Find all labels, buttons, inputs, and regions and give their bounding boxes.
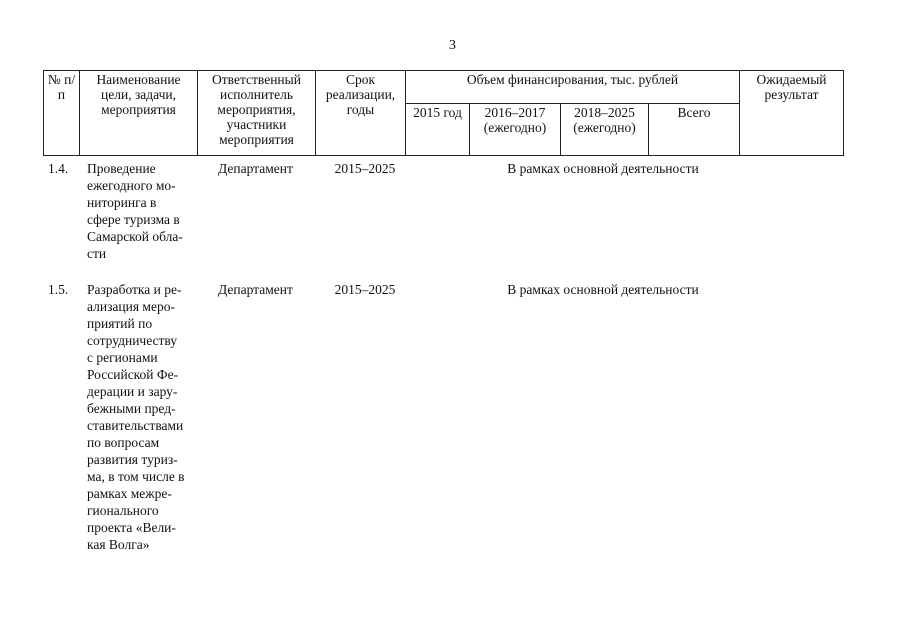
row-name-line: развития туриз- (87, 452, 178, 467)
row-term: 2015–2025 (334, 161, 396, 176)
row-name-line: ставительствами (87, 418, 184, 433)
header-financing: Объем финансирования, тыс. рублей (406, 71, 740, 104)
row-name-line: гионального (87, 503, 159, 518)
program-table-header (43, 70, 844, 156)
row-number: 1.4. (48, 161, 69, 176)
header-2015: 2015 год (406, 104, 470, 156)
row-name-line: с регионами (87, 350, 158, 365)
row-name (87, 281, 201, 553)
header-term: Срок реализации, годы (316, 71, 406, 156)
row-responsible: Департамент (218, 282, 293, 297)
row-name-line: по вопросам (87, 435, 160, 450)
row-name-line: дерации и зару- (87, 384, 178, 399)
row-name-line: ализация меро- (87, 299, 175, 314)
header-responsible: Ответственный исполнитель мероприятия, участники мероприятия (198, 71, 316, 156)
row-name-line: сотрудничеству (87, 333, 178, 348)
page-number: 3 (449, 38, 456, 53)
row-name-line: ежегодного мо- (87, 178, 176, 193)
row-name-line: рамках межре- (87, 486, 172, 501)
row-number: 1.5. (48, 282, 69, 297)
header-total: Всего (649, 104, 740, 156)
row-name-line: Самарской обла- (87, 229, 183, 244)
row-name-line: сти (87, 246, 107, 261)
row-name (87, 160, 201, 262)
row-name-line: Проведение (87, 161, 156, 176)
header-result: Ожидаемый результат (740, 71, 844, 156)
row-term: 2015–2025 (334, 282, 396, 297)
header-2016-2017: 2016–2017 (ежегодно) (470, 104, 561, 156)
row-name-line: Разработка и ре- (87, 282, 182, 297)
header-2018-2025: 2018–2025 (ежегодно) (561, 104, 649, 156)
row-name-line: ма, в том числе в (87, 469, 185, 484)
row-financing: В рамках основной деятельности (507, 161, 699, 176)
row-name-line: ниторинга в (87, 195, 157, 210)
row-name-line: кая Волга» (87, 537, 150, 552)
row-responsible: Департамент (218, 161, 293, 176)
row-name-line: сфере туризма в (87, 212, 180, 227)
row-name-line: приятий по (87, 316, 153, 331)
header-name: Наименование цели, задачи, мероприятия (80, 71, 198, 156)
row-name-line: Российской Фе- (87, 367, 179, 382)
row-financing: В рамках основной деятельности (507, 282, 699, 297)
row-name-line: проекта «Вели- (87, 520, 176, 535)
row-name-line: бежными пред- (87, 401, 176, 416)
header-num: № п/п (44, 71, 80, 156)
